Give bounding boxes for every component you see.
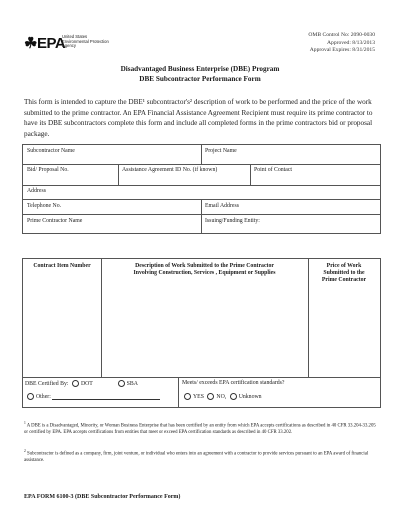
dbe-certified-by <box>25 380 138 387</box>
subcontractor-info-grid <box>22 144 381 234</box>
bid-proposal-no-field[interactable]: Bid/ Proposal No. <box>27 167 69 173</box>
footnote-2-marker: 2 <box>24 449 26 453</box>
form-title: Disadvantaged Business Enterprise (DBE) Program <box>120 65 280 73</box>
footnote-1 <box>24 420 380 436</box>
assistance-agreement-id-field[interactable]: Assistance Agreement ID No. (if known) <box>122 167 218 173</box>
other-option-label: Other: <box>36 393 51 400</box>
no-option-label: NO <box>216 393 225 400</box>
telephone-field[interactable]: Telephone No. <box>27 203 62 209</box>
project-name-field[interactable]: Project Name <box>205 148 237 154</box>
unknown-option-label: Unknown <box>238 393 262 400</box>
footnote-2-text: Subcontractor is defined as a company, firm, joint venture, or individual who enters into an agreement with a contractor to provide services pursuant to an EPA award of financial assistance. <box>24 451 369 463</box>
work-items-table <box>22 258 381 408</box>
prime-contractor-name-field[interactable]: Prime Contractor Name <box>27 218 83 224</box>
footnote-1-text: A DBE is a Disadvantaged, Minority, or Woman Business Enterprise that has been certified by an entity from which EPA accepts certifications as described in 40 CFR 33.204-33.205 or certified by EPA. EPA accepts certifications from entities that meet or exceed EPA certification standards as described in 40 CFR 33.202. <box>24 423 376 435</box>
omb-info <box>308 32 375 55</box>
omb-expires: Approval Expires: 8/31/2015 <box>309 47 375 54</box>
agency-line-1: United States <box>62 34 88 39</box>
sba-radio[interactable] <box>118 380 125 387</box>
issuing-funding-entity-field[interactable]: Issuing/Funding Entity: <box>205 218 260 224</box>
epa-logo-mark: ☘EPA <box>24 35 66 52</box>
other-radio[interactable] <box>27 393 34 400</box>
col-header-price <box>308 263 380 285</box>
other-input-line[interactable] <box>52 399 160 400</box>
col-header-contract-item: Contract Item Number <box>33 263 91 269</box>
description-header-line-2: Involving Construction, Services , Equipment or Supplies <box>133 270 276 277</box>
footnote-2 <box>24 448 380 464</box>
meets-standards-options: YES NO, Unknown <box>182 393 262 400</box>
col-header-description <box>101 263 308 277</box>
other-certification <box>25 393 160 400</box>
yes-radio[interactable] <box>184 393 191 400</box>
yes-option-label: YES <box>193 393 204 400</box>
price-header-line-3: Prime Contractor <box>321 277 367 284</box>
omb-control-no: OMB Control No: 2090-0030 <box>308 32 375 38</box>
email-field[interactable]: Email Address <box>205 203 239 209</box>
subcontractor-name-field[interactable]: Subcontractor Name <box>27 148 75 154</box>
omb-approved: Approved: 8/13/2013 <box>326 39 375 46</box>
no-radio[interactable] <box>207 393 214 400</box>
dot-option-label: DOT <box>80 380 93 387</box>
footnote-1-marker: 1 <box>24 421 26 425</box>
description-header-line-1: Description of Work Submitted to the Prime Contractor <box>135 263 274 269</box>
agency-line-2: Environmental Protection <box>62 38 109 44</box>
epa-logo <box>24 33 134 51</box>
address-field[interactable]: Address <box>27 188 46 194</box>
point-of-contact-field[interactable]: Point of Contact <box>254 167 292 173</box>
dot-radio[interactable] <box>72 380 79 387</box>
unknown-radio[interactable] <box>230 393 237 400</box>
price-header-line-1: Price of Work <box>326 263 362 269</box>
sba-option-label: SBA <box>126 380 138 387</box>
price-header-line-2: Submitted to the <box>323 270 365 277</box>
certified-by-label: DBE Certified By: <box>25 380 69 387</box>
form-number: EPA FORM 6100-3 (DBE Subcontractor Performance Form) <box>24 494 181 500</box>
meets-standards-question: Meets/ exceeds EPA certification standards? <box>182 380 285 386</box>
intro-paragraph: This form is intended to capture the DBE¹ subcontractor's² description of work to be performed and the price of the work submitted to the prime contractor. An EPA Financial Assistance Agreement Recipient must require its prime contractor to have its DBE subcontractors complete this form and include all completed forms in the prime contractors bid or proposal package. <box>24 98 373 138</box>
agency-line-3: Agency <box>62 43 76 49</box>
form-subtitle: DBE Subcontractor Performance Form <box>139 75 261 83</box>
epa-agency-name <box>62 35 132 49</box>
